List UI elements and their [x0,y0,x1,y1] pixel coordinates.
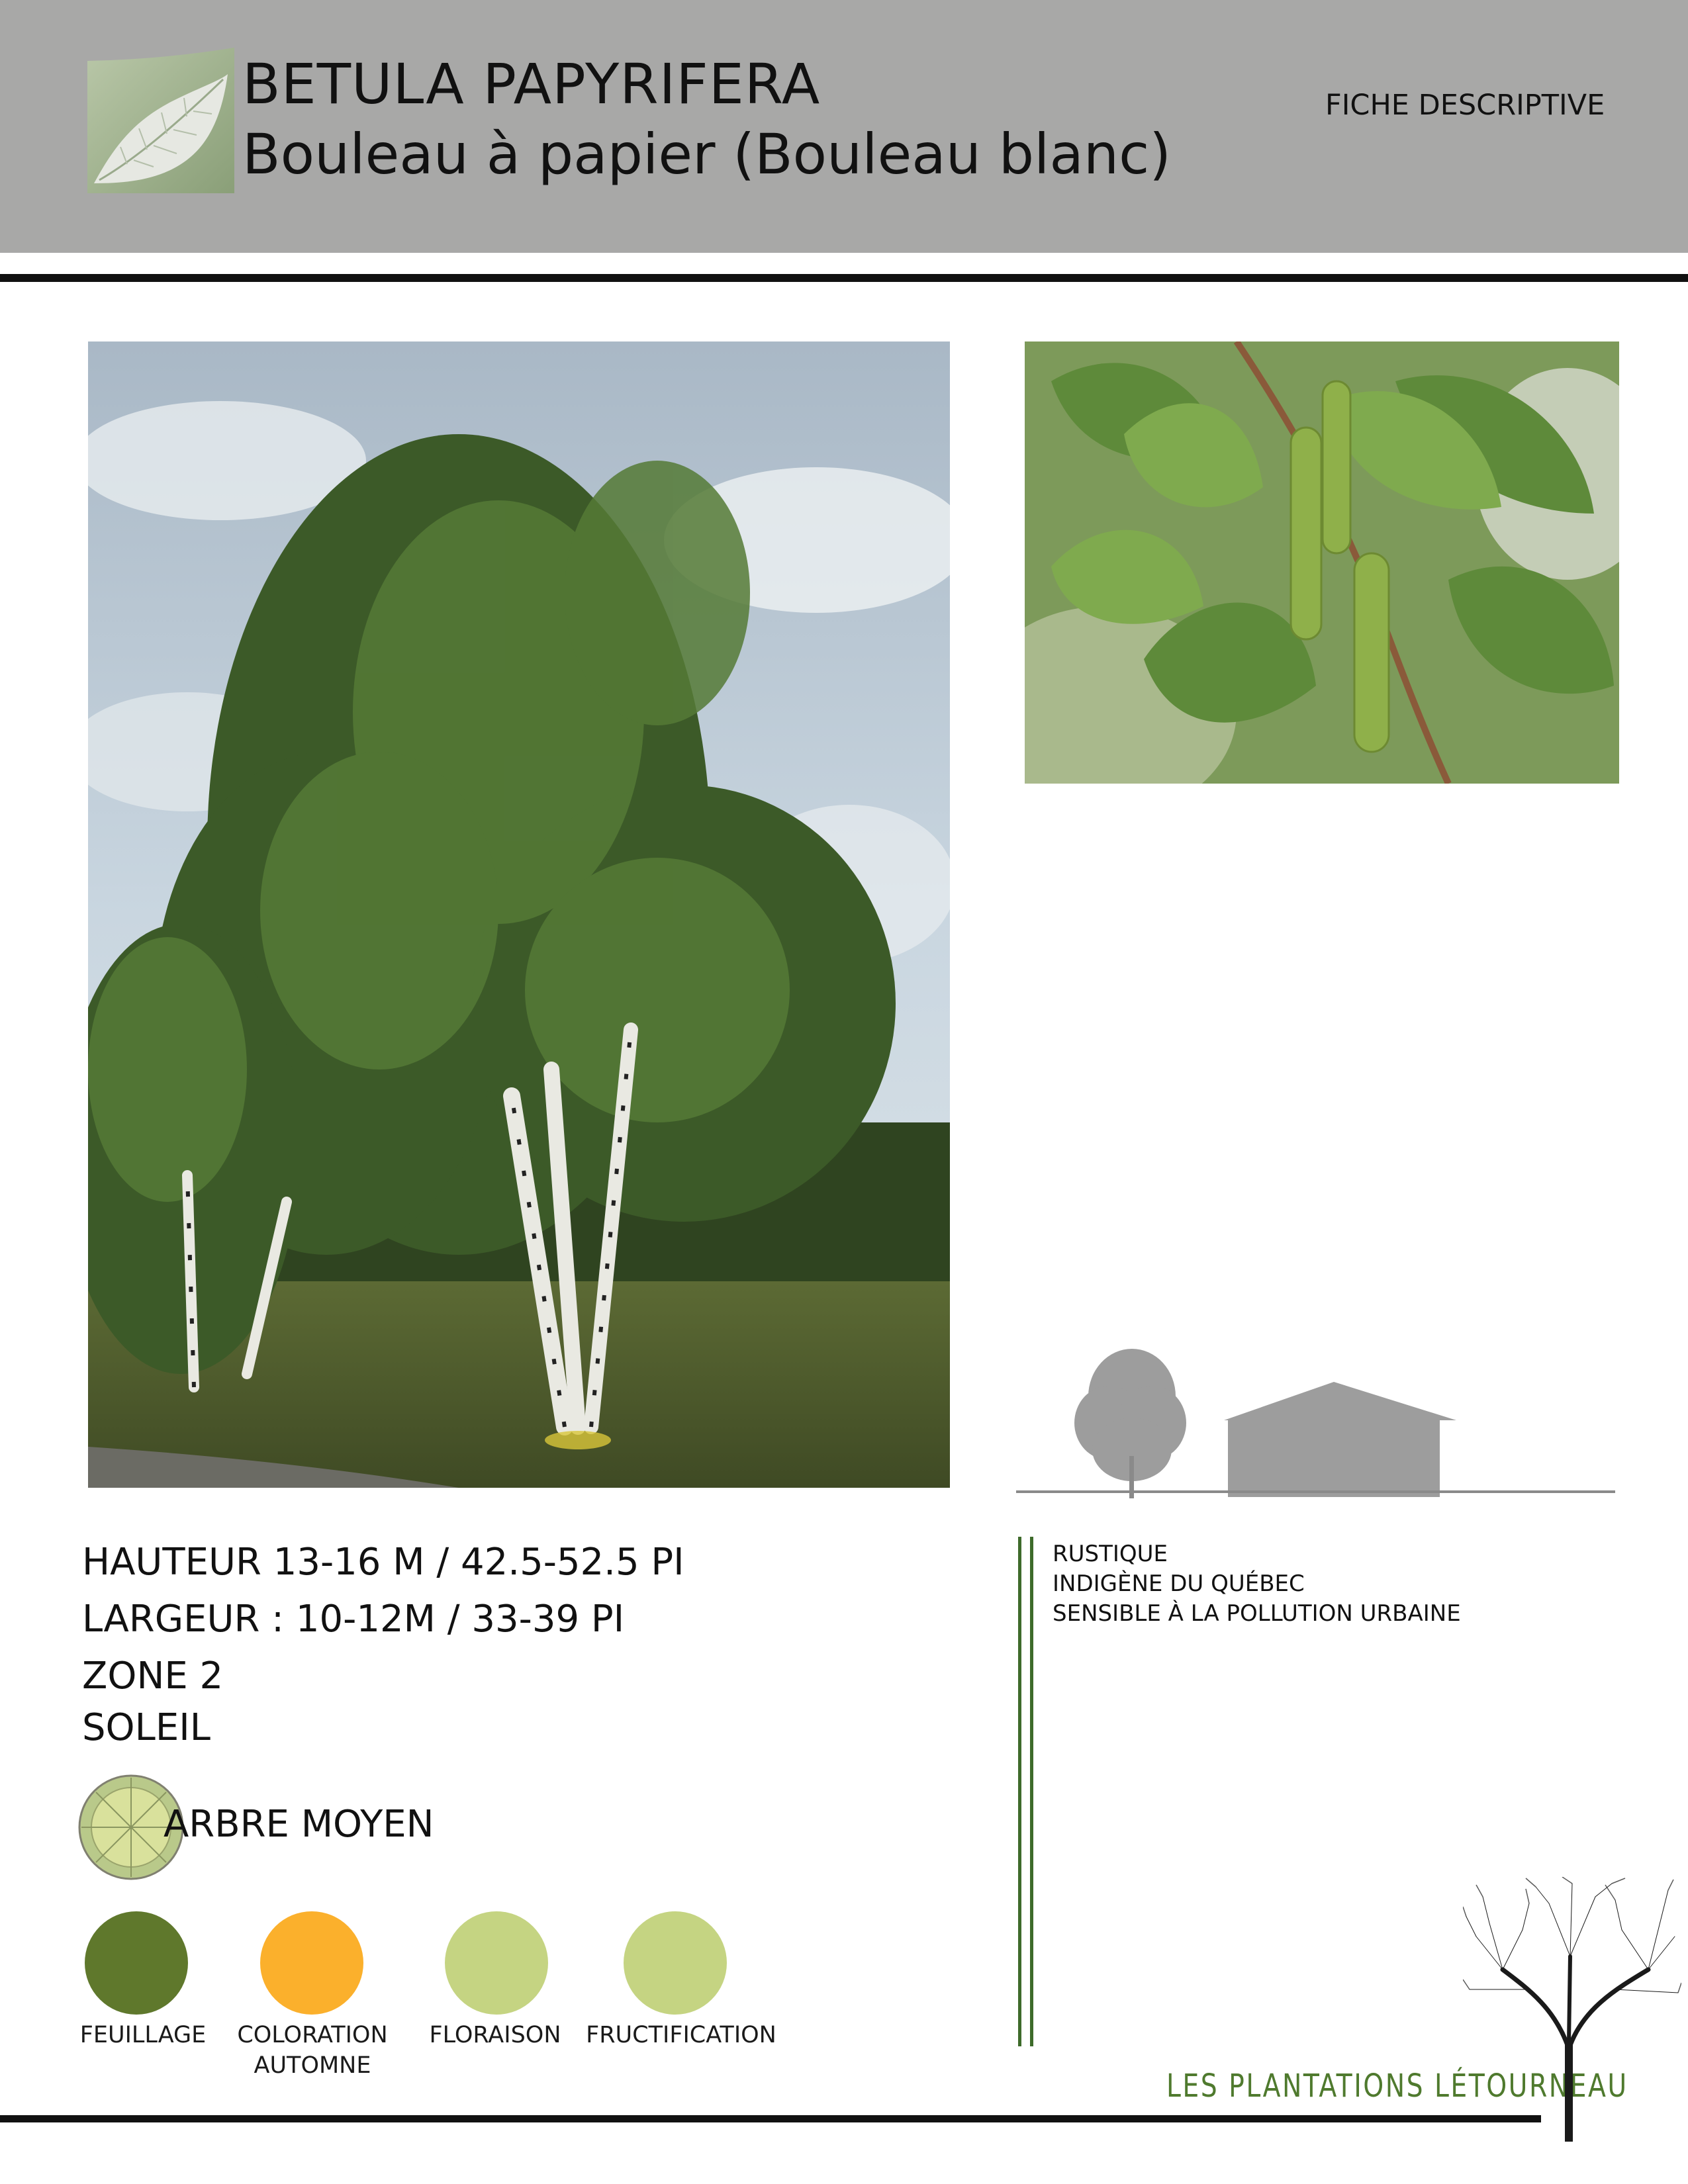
traits-divider-line [1030,1537,1033,2046]
fruit-label: FRUCTIFICATION [586,2022,776,2048]
hardiness-zone: ZONE 2 [82,1655,224,1698]
autumn-color-swatch [260,1911,363,2015]
brand-name: LES PLANTATIONS LÉTOURNEAU [1166,2068,1628,2105]
bare-tree-logo-icon [1463,1877,1681,2142]
autumn-label-line2: AUTOMNE [254,2052,371,2079]
flowering-label: FLORAISON [429,2022,561,2048]
fruit-color-swatch [624,1911,727,2015]
height-spec: HAUTEUR 13-16 M / 42.5-52.5 PI [82,1541,684,1584]
traits-divider-line [1018,1537,1021,2046]
width-spec: LARGEUR : 10-12M / 33-39 PI [82,1598,625,1641]
scientific-name: BETULA PAPYRIFERA [242,52,821,116]
scale-diagram [1016,1343,1615,1516]
header-divider [0,274,1688,282]
trait-item: SENSIBLE À LA POLLUTION URBAINE [1053,1600,1461,1627]
trait-item: RUSTIQUE [1053,1541,1168,1567]
autumn-label: COLORATION [237,2022,388,2048]
main-tree-photo [88,341,950,1488]
foliage-label: FEUILLAGE [79,2022,207,2048]
leaf-logo-icon [87,48,234,193]
document-type-label: FICHE DESCRIPTIVE [1325,89,1605,122]
size-class-label: ARBRE MOYEN [164,1803,434,1846]
footer-divider [0,2115,1541,2122]
foliage-color-swatch [85,1911,188,2015]
leaf-detail-photo [1025,341,1619,784]
trait-item: INDIGÈNE DU QUÉBEC [1053,1570,1305,1597]
sun-exposure: SOLEIL [82,1706,211,1749]
common-name: Bouleau à papier (Bouleau blanc) [242,122,1172,187]
flowering-color-swatch [445,1911,548,2015]
